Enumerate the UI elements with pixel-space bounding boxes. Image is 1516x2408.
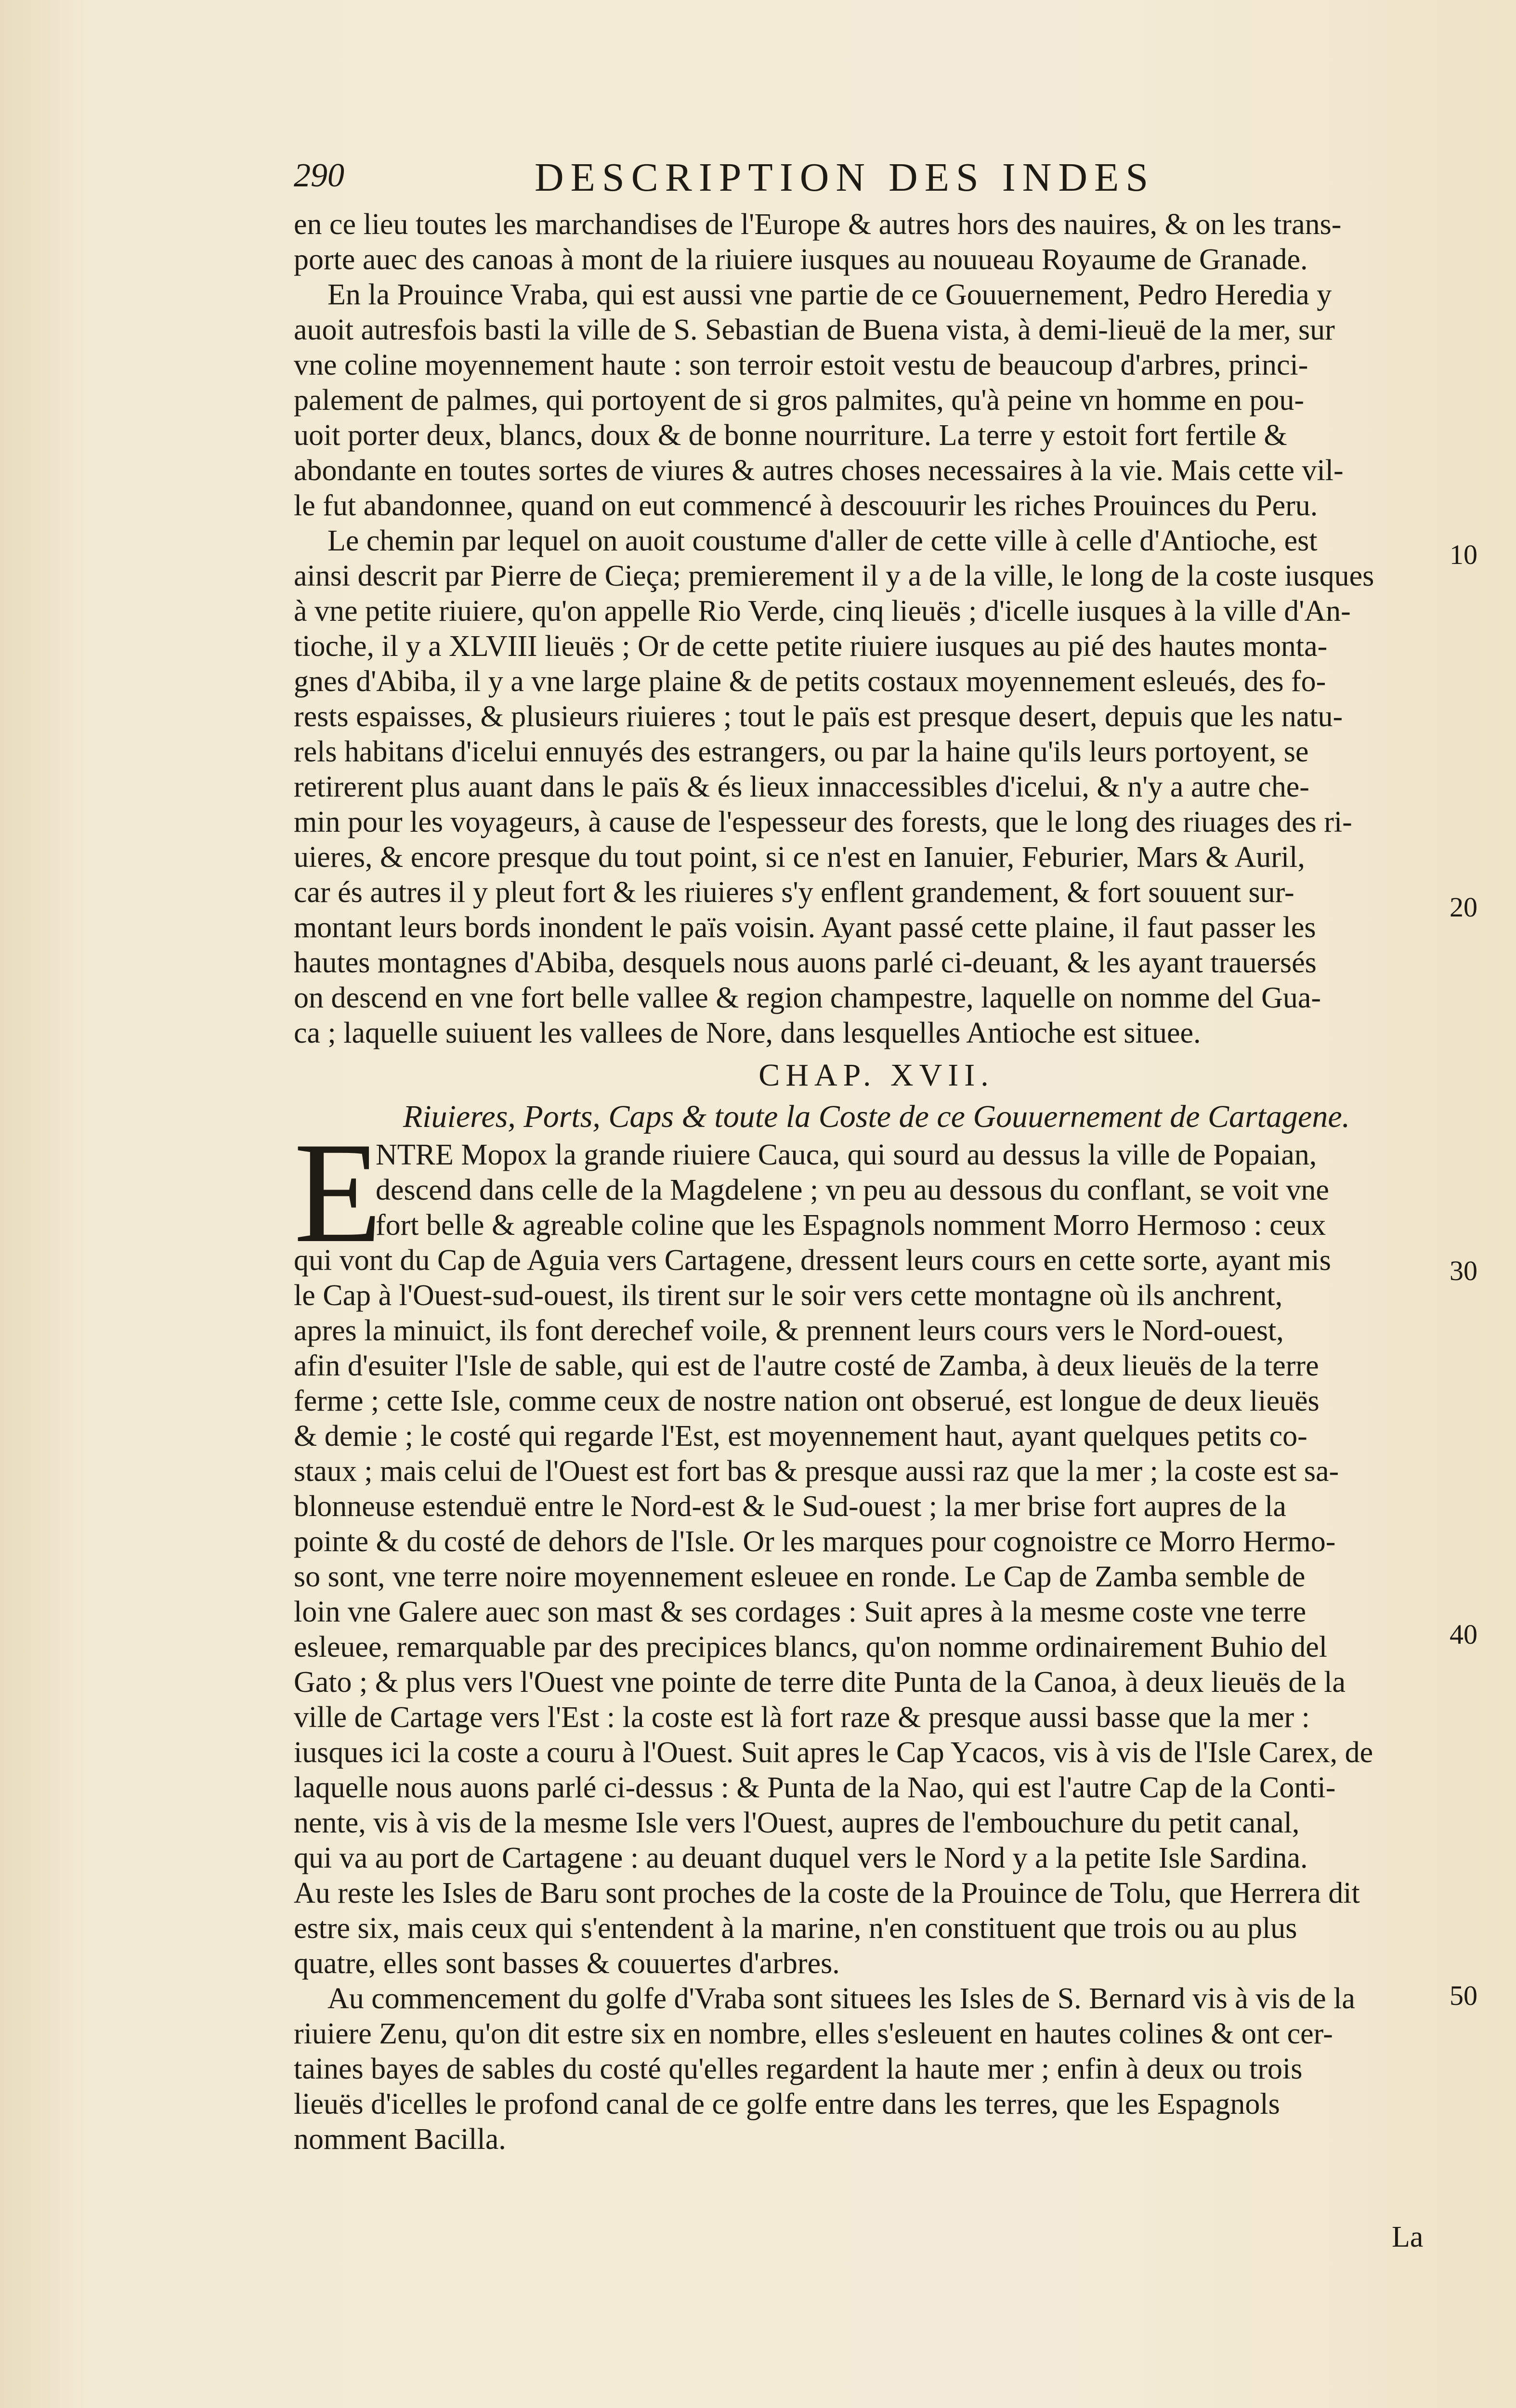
chapter-subtitle: Riuieres, Ports, Caps & toute la Coste de ce Gouuernement de Cartagene. [403,1099,1350,1134]
text-line: abondante en toutes sortes de viures & autres choses necessaires à la vie. Mais cette vil- [294,454,1344,487]
text-line: en ce lieu toutes les marchandises de l'Europe & autres hors des nauires, & on les trans- [294,208,1342,241]
margin-line-number: 10 [1450,539,1477,570]
text-line: descend dans celle de la Magdelene ; vn peu au dessous du conflant, se voit vne [376,1174,1329,1206]
text-line: vne coline moyennement haute : son terroir estoit vestu de beaucoup d'arbres, princi- [294,349,1308,381]
text-line: Au reste les Isles de Baru sont proches de la coste de la Prouince de Tolu, que Herrera dit [294,1877,1360,1910]
text-line: Le chemin par lequel on auoit coustume d'aller de cette ville à celle d'Antioche, est [327,524,1318,557]
text-line: min pour les voyageurs, à cause de l'espesseur des forests, que le long des riuages des ri- [294,806,1352,838]
text-line: nente, vis à vis de la mesme Isle vers l'Ouest, aupres de l'embouchure du petit canal, [294,1806,1300,1839]
text-line: on descend en vne fort belle vallee & region champestre, laquelle on nomme del Gua- [294,982,1321,1014]
text-line: so sont, vne terre noire moyennement esleuee en ronde. Le Cap de Zamba semble de [294,1560,1306,1593]
text-line: Gato ; & plus vers l'Ouest vne pointe de terre dite Punta de la Canoa, à deux lieuës de la [294,1666,1346,1699]
margin-line-number: 50 [1450,1980,1477,2011]
text-line: montant leurs bords inondent le païs voisin. Ayant passé cette plaine, il faut passer les [294,911,1316,944]
drop-cap: E [294,1112,382,1272]
margin-line-number: 20 [1450,891,1477,923]
text-line: fort belle & agreable coline que les Espagnols nomment Morro Hermoso : ceux [376,1209,1326,1242]
text-line: rels habitans d'icelui ennuyés des estrangers, ou par la haine qu'ils leurs portoyent, se [294,735,1309,768]
running-title: DESCRIPTION DES INDES [535,155,1155,200]
text-line: apres la minuict, ils font derechef voile, & prennent leurs cours vers le Nord-ouest, [294,1314,1284,1347]
paragraph-3 [294,523,1459,1051]
margin-line-number: 40 [1450,1619,1477,1650]
margin-line-number: 30 [1450,1255,1477,1286]
text-line: ca ; laquelle suiuent les vallees de Nore, dans lesquelles Antioche est situee. [294,1017,1201,1049]
text-line: staux ; mais celui de l'Ouest est fort bas & presque aussi raz que la mer ; la coste est sa- [294,1455,1339,1488]
folio-number: 290 [294,157,344,194]
text-line: lieuës d'icelles le profond canal de ce golfe entre dans les terres, que les Espagnols [294,2088,1280,2120]
text-line: à vne petite riuiere, qu'on appelle Rio Verde, cinq lieuës ; d'icelle iusques à la ville d'An- [294,595,1351,628]
text-line: & demie ; le costé qui regarde l'Est, est moyennement haut, ayant quelques petits co- [294,1420,1307,1453]
text-line: tioche, il y a XLVIII lieuës ; Or de cette petite riuiere iusques au pié des hautes monta- [294,630,1328,663]
text-line: quatre, elles sont basses & couuertes d'arbres. [294,1947,840,1980]
text-line: nomment Bacilla. [294,2123,506,2156]
text-line: pointe & du costé de dehors de l'Isle. Or les marques pour cognoistre ce Morro Hermo- [294,1525,1336,1558]
text-line: taines bayes de sables du costé qu'elles regardent la haute mer ; enfin à deux ou trois [294,2053,1303,2085]
text-line: ainsi descrit par Pierre de Cieça; premierement il y a de la ville, le long de la coste iusques [294,560,1374,592]
text-line: car és autres il y pleut fort & les riuieres s'y enflent grandement, & fort souuent sur- [294,876,1294,909]
text-line: porte auec des canoas à mont de la riuiere iusques au nouueau Royaume de Granade. [294,243,1308,276]
text-block [294,154,1459,2157]
text-line: ferme ; cette Isle, comme ceux de nostre nation ont obserué, est longue de deux lieuës [294,1385,1320,1417]
paragraph-1 [294,207,1459,277]
text-line: loin vne Galere auec son mast & ses cordages : Suit apres à la mesme coste vne terre [294,1596,1307,1628]
text-line: qui va au port de Cartagene : au deuant duquel vers le Nord y a la petite Isle Sardina. [294,1842,1308,1874]
text-line: iusques ici la coste a couru à l'Ouest. Suit apres le Cap Ycacos, vis à vis de l'Isle Carex, de [294,1736,1373,1769]
paragraph-2 [294,277,1459,523]
catchword: La [1392,2221,1424,2253]
text-line: uoit porter deux, blancs, doux & de bonne nourriture. La terre y estoit fort fertile & [294,419,1287,452]
chapter-heading: CHAP. XVII. [758,1058,994,1093]
text-line: afin d'esuiter l'Isle de sable, qui est de l'autre costé de Zamba, à deux lieuës de la terre [294,1349,1319,1382]
text-line: palement de palmes, qui portoyent de si gros palmites, qu'à peine vn homme en pou- [294,384,1305,417]
text-line: rests espaisses, & plusieurs riuieres ; tout le païs est presque desert, depuis que les natu- [294,700,1343,733]
text-line: ville de Cartage vers l'Est : la coste est là fort raze & presque aussi basse que la mer : [294,1701,1310,1734]
paragraph-5 [294,1243,1459,1981]
text-line: NTRE Mopox la grande riuiere Cauca, qui sourd au dessus la ville de Popaian, [376,1139,1317,1171]
text-line: hautes montagnes d'Abiba, desquels nous auons parlé ci-deuant, & les ayant trauersés [294,946,1317,979]
text-line: retirerent plus auant dans le païs & és lieux innaccessibles d'icelui, & n'y a autre che- [294,771,1309,803]
text-line: riuiere Zenu, qu'on dit estre six en nombre, elles s'esleuent en hautes colines & ont cer- [294,2017,1333,2050]
text-line: gnes d'Abiba, il y a vne large plaine & de petits costaux moyennement esleués, des fo- [294,665,1326,698]
text-line: estre six, mais ceux qui s'entendent à la marine, n'en constituent que trois ou au plus [294,1912,1297,1945]
text-line: laquelle nous auons parlé ci-dessus : & Punta de la Nao, qui est l'autre Cap de la Conti- [294,1771,1336,1804]
text-line: uieres, & encore presque du tout point, si ce n'est en Ianuier, Feburier, Mars & Auril, [294,841,1305,874]
text-line: le fut abandonnee, quand on eut commencé à descouurir les riches Prouinces du Peru. [294,489,1318,522]
text-line: qui vont du Cap de Aguia vers Cartagene, dressent leurs cours en cette sorte, ayant mis [294,1244,1331,1277]
paragraph-6 [294,1981,1459,2157]
text-line: blonneuse estenduë entre le Nord-est & le Sud-ouest ; la mer brise fort aupres de la [294,1490,1286,1523]
text-line: En la Prouince Vraba, qui est aussi vne partie de ce Gouuernement, Pedro Heredia y [327,278,1332,311]
text-line: le Cap à l'Ouest-sud-ouest, ils tirent sur le soir vers cette montagne où ils anchrent, [294,1279,1283,1312]
text-line: esleuee, remarquable par des precipices blancs, qu'on nomme ordinairement Buhio del [294,1631,1327,1663]
text-line: auoit autresfois basti la ville de S. Sebastian de Buena vista, à demi-lieuë de la mer, sur [294,314,1335,346]
text-line: Au commencement du golfe d'Vraba sont situees les Isles de S. Bernard vis à vis de la [327,1982,1355,2015]
page-header [294,154,1459,207]
